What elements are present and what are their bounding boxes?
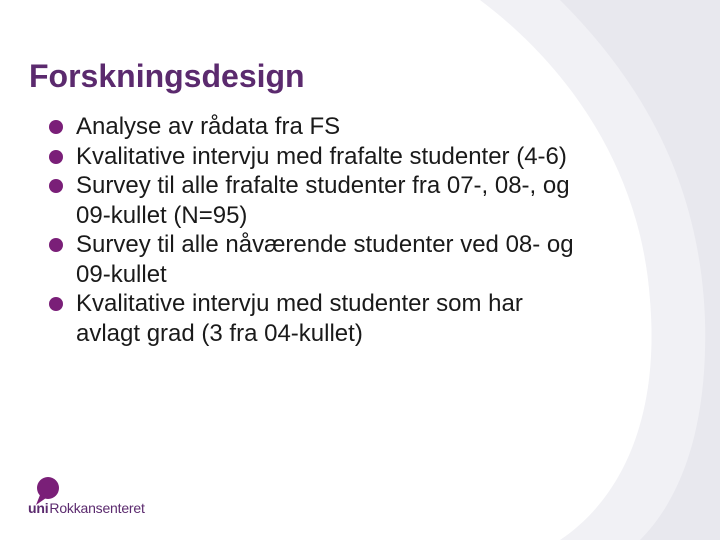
bullet-text-continuation: 09-kullet [76,260,167,288]
bullet-list [48,112,688,348]
bullet-item [48,171,688,230]
bullet-item [48,112,688,142]
bullet-text: Survey til alle nåværende studenter ved 08- og [76,231,574,258]
bullet-text: Survey til alle frafalte studenter fra 07-, 08-, og [76,172,570,199]
bullet-dot-icon [49,238,63,252]
bullet-dot-icon [49,150,63,164]
bullet-dot-icon [49,120,63,134]
logo-name: Rokkansenteret [49,500,145,516]
bullet-text: Kvalitative intervju med studenter som har [76,290,523,317]
bullet-item [48,142,688,172]
bullet-text-continuation: 09-kullet (N=95) [76,201,248,229]
logo-prefix: uni [28,500,49,516]
bullet-dot-icon [49,179,63,193]
bullet-text: Analyse av rådata fra FS [76,113,341,140]
logo-text [28,500,145,516]
slide-title: Forskningsdesign [29,58,305,94]
bullet-item [48,230,688,289]
bullet-text: Kvalitative intervju med frafalte studenter (4-6) [76,142,567,170]
uni-rokkansenteret-logo [28,477,178,523]
bullet-item [48,289,688,348]
bullet-text-continuation: avlagt grad (3 fra 04-kullet) [76,319,363,347]
bullet-dot-icon [49,297,63,311]
